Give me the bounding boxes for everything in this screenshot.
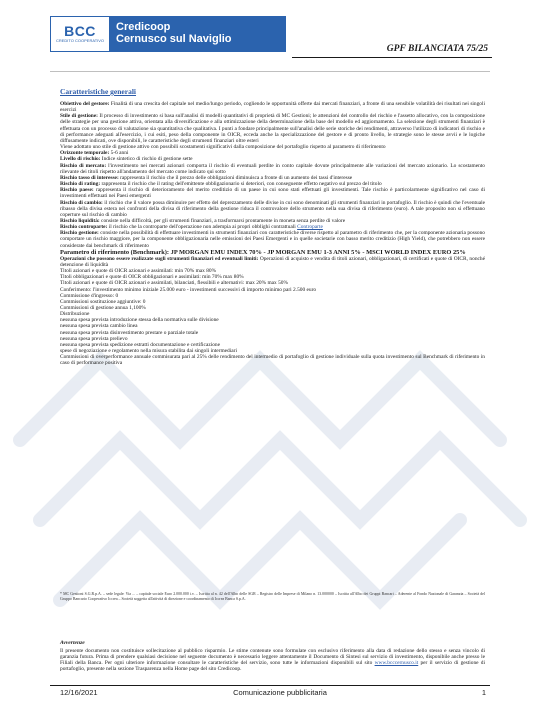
benchmark-paragraph [60,249,485,256]
operations-paragraph [60,256,485,268]
style-paragraph [60,113,485,144]
country-risk-text: rappresenta il rischio di deterioramento del merito creditizio di un paese in cui sono stati effettuati gli investimenti. Tale rischio è particolarmente significativo nel caso di investimenti effettuati nei Paesi emergenti [60,187,485,200]
section-title: Caratteristiche generali [60,87,137,96]
market-risk-label: Rischio di mercato: [60,162,107,169]
market-risk-text: l'investimento nei mercati azionari comporta il rischio di eventuali perdite in conto capitale dovute principalmente alle variazioni del mercato azionario. Lo scostamento rilevante dei titoli rispetto all'andamento del mercato come indicato qui sotto [60,162,485,175]
risk-level-text: Indice sintetico di rischio di gestione sette [100,156,193,163]
horizon-text: 5-6 anni [109,150,129,157]
counterparty-link[interactable]: Controparte [297,224,323,231]
warnings-body: Il presente documento non costituisce sollecitazione al pubblico risparmio. Le stime contenute sono formulate con esclusivo riferimento alla data di redazione dello stesso e senza vincolo di garanzia futura. Prima di prendere qualsiasi decisione nel seguente documento è necessario leggere attentamente il Documento di Sintesi sul servizio di investimento, disponibile anche presso le Filiali della Banca. Per ogni ulteriore informazione consultare le caratteristiche del servizio, sono tutte le informazioni disponibili sul sito [60,648,485,667]
rating-risk-label: Rischio di rating: [60,181,101,188]
footnote: * MC Gestioni S.G.R.p.A. – sede legale: Via ... – capitale sociale Euro 2.000.000 i.v. – Iscritta al n. 42 dell'Albo delle SGR – Registro delle Imprese di Milano n. 13.000000 – Iscritta all'Albo dei Gruppi Bancari – Aderente al Fondo Nazionale di Garanzia – Società del Gruppo Bancario Cooperativo Iccrea – Società soggetta all'attività di direzione e coordinamento di Iccrea Banca S.p.A. [60,592,485,601]
limit-line: spese di negoziazione e regolamento nella misura stabilita dai singoli intermediari [60,348,237,355]
limit-line: Commissione d'ingresso: 0 [60,292,119,299]
limit-line: Distribuzione [60,311,90,318]
management-risk-text: consiste nella possibilità di effettuare investimenti in strumenti finanziari con caratteristiche diverse rispetto al parametro di riferimento che, per la componente azionaria possono comportare un rischio maggiore, per la componente obbligazionaria nelle emissioni dei Paesi Emergenti e in quelle societarie con basso merito creditizio (High Yield), che potrebbero non essere considerate dai benchmark di riferimento [60,230,486,249]
footer-date: 12/16/2021 [60,688,98,697]
style-text: Il processo di investimento si basa sull'analisi di modelli quantitativi di proprietà di MC Gestioni; le attenzioni del controllo del rischio e l'assetto allocativo, con la composizione delle strategie per una gestione attiva, orientata alla diversificazione e alla ottimizzazione della determinazione della base del modello ed aggiornamento. La selezione degli strumenti finanziari è effettuata con un processo di valutazione sia quantitativa che qualitativa. I punti a fondare principalmente sull'analisi delle serie storiche dei rendimenti, attraverso l'utilizzo di indicatori di rischio e di performance adeguati all'esercizio, i cui esiti, peso della componente in OICR, ecceda anche la specializzazione del gestore e di pronto livello, le strategie sono le stesse avvii e le logiche diffusamente indicati, ove disponibili, le caratteristiche degli strumenti finanziari oltre esteri [60,113,486,144]
logo-name-line1: Credicoop [116,21,171,33]
counterparty-risk-text: il rischio che la controparte dell'operazione non adempia ai propri obblighi contrattuali [107,224,296,231]
active-style-paragraph: Viene adottato uno stile di gestione attivo con possibili scostamenti significativi dalla composizione del portafoglio rispetto al parametro di riferimento [60,144,386,151]
fx-risk-paragraph [60,200,485,218]
objective-text: Finalità di una crescita del capitale nel medio/lungo periodo, cogliendo le opportunità offerte dai mercati finanziari, a fronte di una sensibile volatilità dei risultati nei singoli esercizi [60,101,485,114]
risk-level-label: Livello di rischio: [60,156,101,163]
limit-line: nessuna spesa prevista cambio linea [60,323,138,330]
limit-line: Conferimento: l'investimento minimo iniziale 25.000 euro - investimenti successivi di importo minimo pari 2.500 euro [60,286,317,293]
footer-label: Comunicazione pubblicitaria [233,688,327,697]
limit-line: Commissioni di gestione annua 1,100% [60,305,146,311]
bank-logo[interactable] [50,16,286,52]
warnings-title: Avvertenze [60,640,85,646]
footer-rule [50,685,490,686]
country-risk-paragraph [60,187,485,199]
warnings-body-end: per il servizio di gestione di portafoglio, presente nella sezione Trasparenza nella Home page del sito Credicoop. [60,660,485,673]
page-number: 1 [481,688,486,697]
logo-mark-text: BCC [64,23,96,39]
logo-mark-subtext: CREDITO COOPERATIVO [55,38,105,43]
benchmark-label: Parametro di riferimento (Benchmark): [60,248,170,256]
counterparty-risk-label: Rischio controparte: [60,224,108,231]
operations-label: Operazioni che possono essere realizzate sugli strumenti finanziari ed eventuali limiti: [60,255,259,262]
limit-line: nessuna spesa prevista spedizione estratti documentazione e certificazione [60,341,221,348]
objective-paragraph [60,101,485,113]
bcc-logo-mark [50,16,110,52]
fx-risk-label: Rischio di cambio: [60,199,103,206]
limit-line: nessuna spesa prevista prelievo [60,335,128,342]
management-risk-paragraph [60,230,485,248]
country-risk-label: Rischio paese: [60,187,94,194]
logo-name-line2: Cernusco sul Naviglio [116,33,232,45]
header-rule [292,57,492,58]
limit-line: nessuna spesa prevista introduzione stessa della normativa sulle divisione [60,317,219,324]
limit-line: Titoli azionari e quote di OICR azionari e assimilati, bilanciati, flessibili e alternativi: max 20% max 50% [60,280,288,287]
document-title: GPF BILANCIATA 75/25 [386,44,488,54]
style-label: Stile di gestione: [60,113,98,120]
rate-risk-text: rappresenta il rischio che il prezzo delle obbligazioni diminuisca a fronte di un aumento dei tassi d'interesse [118,174,353,181]
horizon-label: Orizzonte temporale: [60,150,110,157]
page-header [0,0,540,64]
header-separator [50,71,490,72]
limit-line: nessuna spesa prevista disinvestimento prestare o parziale totale [60,329,199,336]
liquidity-risk-label: Rischio liquidità: [60,217,100,224]
fx-risk-text: il rischio che il valore possa diminuire per effetto del deprezzamento delle divise in cui sono denominati gli strumenti finanziari in portafoglio. Il rischio è quindi che l'eventuale ribasso della divisa estera nei confronti della divisa di riferimento della gestione riduca il controvalore dello strumento nella sua divisa di riferimento (euro). A tale proposito non si effettuano coperture sul rischio di cambio [60,199,485,218]
website-link[interactable]: www.bcccernusco.it [374,660,419,667]
logo-bank-name [110,16,286,52]
rating-risk-text: rappresenta il rischio che il rating dell'emittente obbligazionario si deteriori, con conseguente effetto negativo sul prezzo del titolo [100,181,382,188]
warnings-text [60,648,485,673]
limit-line: Commissioni di overperformance annuale commisurata pari al 25% delle rendimento del intermedio di portafoglio di gestione individuale sulla quota investimento sul Benchmark di riferimento in caso di performance positiva [60,354,485,367]
objective-label: Obiettivo del gestore: [60,101,110,107]
management-risk-label: Rischio gestione: [60,230,99,237]
limit-line: Commissioni sostituzione aggiuntive: 0 [60,298,146,305]
liquidity-risk-text: consiste nella difficoltà, per gli strumenti finanziari, a trasformarsi prontamente in moneta senza perdite di valore [99,217,346,224]
characteristics-body [60,101,485,367]
limit-line: Titoli obbligazionari e quote di OICR obbligazionari e assimilati: min 70% max 80% [60,274,244,281]
market-risk-paragraph [60,163,485,175]
rate-risk-label: Rischio tasso di interesse: [60,174,119,181]
limit-line: Titoli azionari e quote di OICR azionari e assimilati: min 70% max 80% [60,268,217,275]
operations-text: Operazioni di acquisto e vendita di titoli azionari, obbligazionari, di certificati e quote di OICR, nonché detenzione di liquidità [60,255,485,268]
benchmark-text: JP MORGAN EMU INDEX 70% - JP MORGAN EMU 1-3 ANNI 5% - MSCI WORLD INDEX EURO 25% [169,248,466,256]
